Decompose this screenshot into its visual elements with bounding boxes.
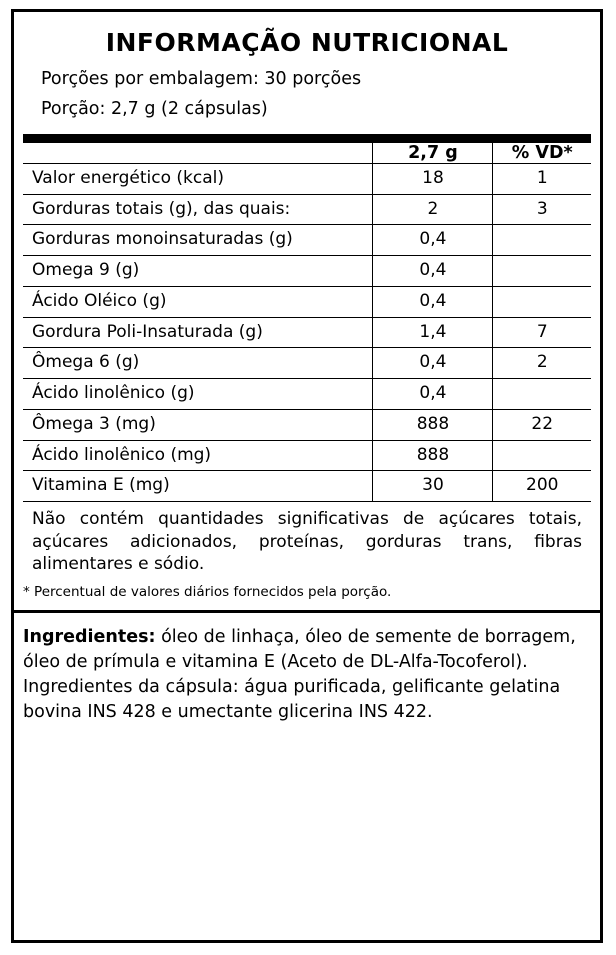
nutrition-table-wrapper (14, 143, 600, 501)
nutrition-facts-panel (11, 9, 603, 943)
nutrient-vd: 1 (493, 163, 591, 194)
table-row (23, 163, 591, 194)
nutrient-vd (493, 379, 591, 410)
nutrient-name: Ácido linolênico (mg) (23, 440, 373, 471)
ingredients-text: óleo de linhaça, óleo de semente de borragem, óleo de prímula e vitamina E (Aceto de DL-Alfa-Tocoferol). Ingredientes da cápsula: água purificada, gelificante gelatina bovina INS 428 e umectante glicerina INS 422. (23, 627, 576, 722)
nutrient-vd: 2 (493, 348, 591, 379)
header-divider (23, 134, 591, 143)
nutrient-amount: 888 (373, 440, 493, 471)
ingredients-section (14, 613, 600, 734)
nutrient-name: Ácido linolênico (g) (23, 379, 373, 410)
nutrient-vd (493, 286, 591, 317)
nutrient-amount: 0,4 (373, 348, 493, 379)
daily-value-footnote: * Percentual de valores diários fornecidos pela porção. (23, 583, 392, 600)
header-amount: 2,7 g (373, 143, 493, 164)
serving-size: Porção: 2,7 g (2 cápsulas) (41, 98, 268, 119)
table-header-row (23, 143, 591, 164)
nutrient-amount: 888 (373, 409, 493, 440)
nutrient-vd: 22 (493, 409, 591, 440)
table-row (23, 317, 591, 348)
nutrient-vd (493, 256, 591, 287)
nutrition-table (23, 143, 591, 501)
table-row (23, 471, 591, 501)
table-row (23, 409, 591, 440)
nutrient-amount: 0,4 (373, 379, 493, 410)
nutrient-vd (493, 225, 591, 256)
nutrient-amount: 0,4 (373, 256, 493, 287)
nutrient-vd: 200 (493, 471, 591, 501)
ingredients-label: Ingredientes: (23, 627, 156, 648)
nutrition-header-section (14, 12, 600, 66)
table-row (23, 194, 591, 225)
header-daily-value: % VD* (493, 143, 591, 164)
nutrient-amount: 1,4 (373, 317, 493, 348)
nutrient-name: Gorduras monoinsaturadas (g) (23, 225, 373, 256)
page-title: INFORMAÇÃO NUTRICIONAL (105, 28, 509, 57)
table-row (23, 256, 591, 287)
nutrient-amount: 2 (373, 194, 493, 225)
nutrient-name: Ácido Oléico (g) (23, 286, 373, 317)
serving-info (14, 66, 600, 126)
nutrient-amount: 18 (373, 163, 493, 194)
nutrient-name: Valor energético (kcal) (23, 163, 373, 194)
nutrient-name: Gordura Poli-Insaturada (g) (23, 317, 373, 348)
servings-per-package: Porções por embalagem: 30 porções (41, 68, 362, 89)
nutrient-name: Omega 9 (g) (23, 256, 373, 287)
nutrient-amount: 30 (373, 471, 493, 501)
nutrient-name: Gorduras totais (g), das quais: (23, 194, 373, 225)
insignificant-amounts-note: Não contém quantidades significativas de açúcares totais, açúcares adicionados, proteínas, gorduras trans, fibras alimentares e sódio. (23, 501, 591, 578)
nutrient-name: Ômega 3 (mg) (23, 409, 373, 440)
nutrient-vd (493, 440, 591, 471)
nutrient-amount: 0,4 (373, 225, 493, 256)
table-row (23, 225, 591, 256)
nutrient-vd: 7 (493, 317, 591, 348)
nutrient-name: Ômega 6 (g) (23, 348, 373, 379)
nutrient-vd: 3 (493, 194, 591, 225)
table-row (23, 440, 591, 471)
nutrient-amount: 0,4 (373, 286, 493, 317)
table-row (23, 286, 591, 317)
nutrient-name: Vitamina E (mg) (23, 471, 373, 501)
header-nutrient (23, 143, 373, 164)
table-row (23, 379, 591, 410)
table-row (23, 348, 591, 379)
